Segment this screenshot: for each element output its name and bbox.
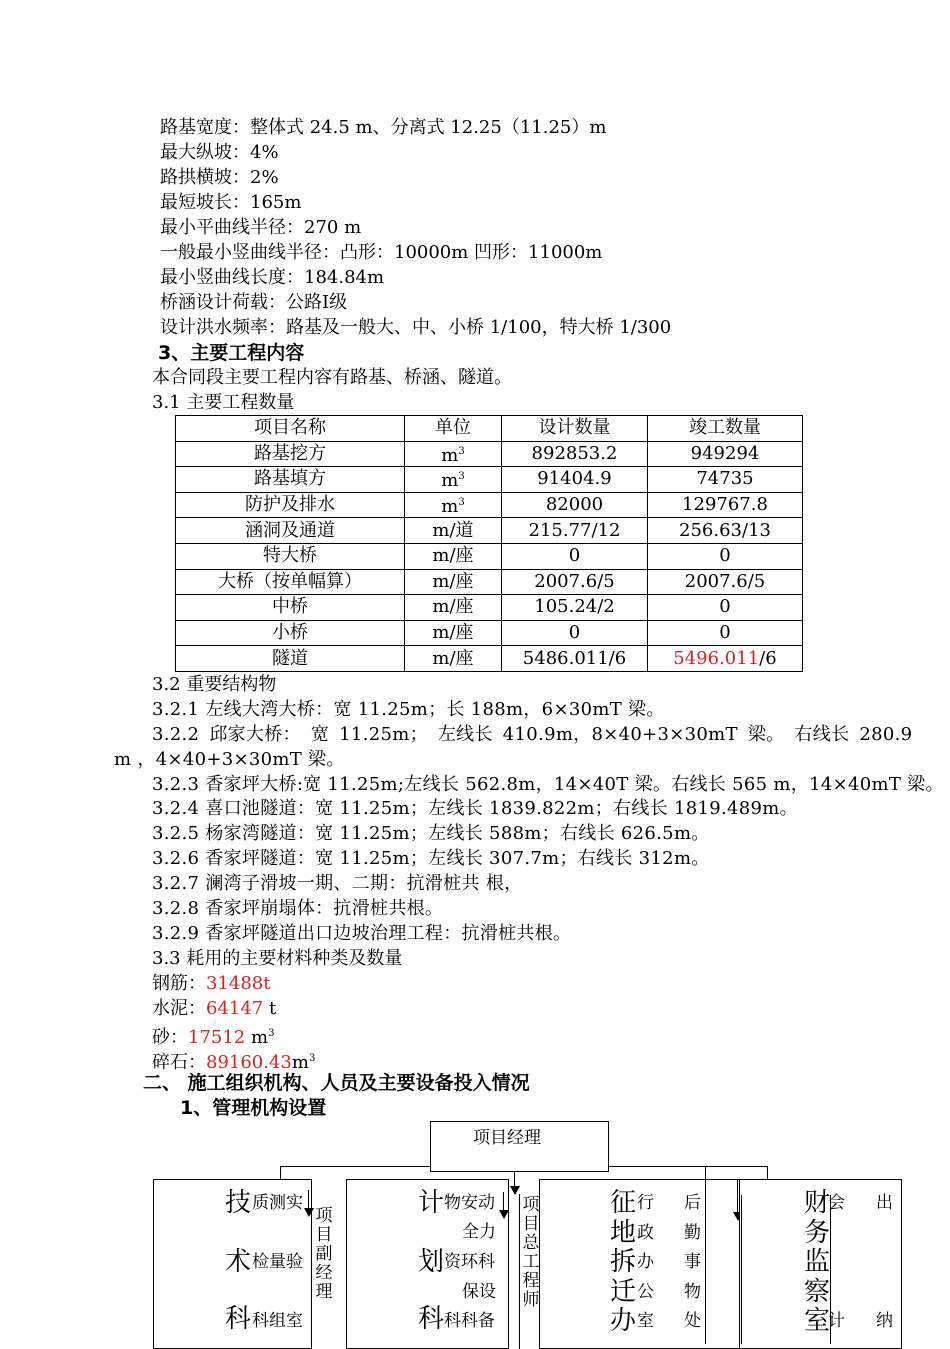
cell-value: 256.63/13 xyxy=(679,519,771,541)
spec-line: 路基宽度：整体式 24.5 m、分离式 12.25（11.25）m xyxy=(160,117,607,138)
structure-line: 3.2.7 澜湾子滑坡一期、二期：抗滑桩共 根， xyxy=(152,873,523,894)
cell-value: m/座 xyxy=(432,596,474,618)
structure-line: 3.2.5 杨家湾隧道：宽 11.25m；左线长 588m；右线长 626.5m。 xyxy=(152,823,710,844)
table-header-cell: 设计数量 xyxy=(502,416,648,442)
cell-value: 892853.2 xyxy=(531,442,618,464)
spec-line: 路拱横坡：2% xyxy=(160,167,279,188)
org-dept2-char: 计 xyxy=(418,1188,445,1218)
section-3-intro: 本合同段主要工程内容有路基、桥涵、隧道。 xyxy=(152,367,512,388)
spec-line: 最短坡长：165m xyxy=(160,192,302,213)
org-dept2-sub: 保设 xyxy=(462,1282,496,1302)
structure-line: m ，4×40+3×30mT 梁。 xyxy=(114,749,345,770)
spec-line: 设计洪水频率：路基及一般大、中、小桥 1/100，特大桥 1/300 xyxy=(160,317,672,338)
vertical-char: 程 xyxy=(522,1271,540,1291)
cell-value: 949294 xyxy=(690,442,760,464)
spec-line: 最大纵坡：4% xyxy=(160,142,279,163)
org-dept4-char: 务 xyxy=(804,1217,831,1248)
org-dept3-char: 地 xyxy=(610,1217,637,1248)
structure-line: 3.2.8 香家坪崩塌体：抗滑桩共根。 xyxy=(152,898,444,919)
structure-line: 3.2.4 喜口池隧道：宽 11.25m；左线长 1839.822m；右线长 1819.489m。 xyxy=(152,798,798,819)
structure-line: 3.2.9 香家坪隧道出口边坡治理工程：抗滑桩共根。 xyxy=(152,923,572,944)
org-dept3-char: 拆 xyxy=(610,1247,637,1277)
table-cell xyxy=(648,595,803,621)
cell-value: 74735 xyxy=(696,468,754,490)
org-dept4-char: 察 xyxy=(804,1276,831,1307)
table-cell xyxy=(405,441,502,467)
cell-value: 129767.8 xyxy=(682,494,768,516)
material-line xyxy=(152,1048,315,1074)
structure-line: 3.2.2 邱家大桥： 宽 11.25m； 左线长 410.9m，8×40+3×30mT 梁。 右线长 280.9 xyxy=(152,724,913,745)
org-dept3-mid: 办 xyxy=(637,1252,654,1272)
unit-superscript: 3 xyxy=(458,471,465,483)
unit-superscript: 3 xyxy=(268,1028,275,1039)
table-cell xyxy=(176,569,405,595)
cell-value: 0 xyxy=(568,545,581,567)
table-row xyxy=(176,543,803,569)
table-cell xyxy=(502,518,648,544)
spec-line: 一般最小竖曲线半径：凸形：10000m 凹形：11000m xyxy=(160,242,603,263)
spec-line: 桥涵设计荷载：公路Ⅰ级 xyxy=(160,292,348,313)
table-row xyxy=(176,441,803,467)
cell-value: 2007.6/5 xyxy=(534,570,615,592)
section-2-heading: 二、 施工组织机构、人员及主要设备投入情况 xyxy=(143,1072,530,1094)
material-label: 水泥： xyxy=(152,998,206,1019)
cell-value: 路基挖方 xyxy=(254,442,326,464)
cell-value: m xyxy=(441,496,459,518)
org-dept2-sub: 全力 xyxy=(462,1222,496,1242)
vertical-char: 经 xyxy=(315,1263,333,1283)
cell-value: m xyxy=(441,470,459,492)
org-dept3-char: 办 xyxy=(610,1306,637,1336)
vertical-char: 总 xyxy=(522,1233,540,1253)
org-dept3-mid: 室 xyxy=(637,1311,654,1331)
table-row xyxy=(176,467,803,493)
cell-value: 215.77/12 xyxy=(528,519,621,541)
vertical-char: 目 xyxy=(522,1214,540,1234)
table-cell xyxy=(502,569,648,595)
cell-value: m/座 xyxy=(432,570,474,592)
org-label-chief-engineer xyxy=(521,1196,541,1310)
cell-value: m/座 xyxy=(432,647,474,669)
material-value: 17512 xyxy=(188,1027,246,1048)
table-header-row xyxy=(176,416,803,442)
org-dept4-char: 监 xyxy=(804,1247,831,1277)
org-dept1-sub: 检量验 xyxy=(252,1252,303,1272)
org-dept4-right: 纳 xyxy=(876,1311,893,1331)
org-dept3-char: 征 xyxy=(610,1188,637,1218)
structure-line: 3.2.6 香家坪隧道：宽 11.25m；左线长 307.7m；右线长 312m。 xyxy=(152,848,710,869)
vertical-char: 工 xyxy=(522,1252,540,1272)
cell-value: 路基填方 xyxy=(254,468,326,490)
org-dept3-right: 勤 xyxy=(684,1222,701,1243)
vertical-char: 师 xyxy=(522,1290,540,1310)
table-cell xyxy=(502,543,648,569)
table-header-cell: 单位 xyxy=(405,416,502,442)
cell-value: 隧道 xyxy=(272,647,308,669)
subsection-3-3: 3.3 耗用的主要材料种类及数量 xyxy=(152,948,403,969)
org-dept2-sub: 物安动 xyxy=(444,1193,495,1213)
org-dept4-sub: 会 xyxy=(828,1193,845,1213)
table-cell xyxy=(648,467,803,493)
table-cell xyxy=(502,467,648,493)
vertical-char: 目 xyxy=(315,1225,333,1245)
org-dept4-char: 财 xyxy=(804,1188,831,1218)
table-cell xyxy=(176,595,405,621)
cell-value: m xyxy=(441,444,459,466)
cell-suffix: /6 xyxy=(759,647,777,669)
org-dept2-char: 科 xyxy=(418,1304,445,1334)
table-cell xyxy=(648,543,803,569)
table-cell xyxy=(502,595,648,621)
table-cell xyxy=(648,569,803,595)
table-cell xyxy=(405,518,502,544)
material-value: 64147 xyxy=(206,998,264,1019)
subsection-3-1: 3.1 主要工程数量 xyxy=(152,392,295,413)
table-cell xyxy=(502,441,648,467)
org-dept3-right: 后 xyxy=(684,1193,701,1213)
org-dept3-mid: 行 xyxy=(637,1193,654,1213)
org-dept3-mid: 公 xyxy=(637,1281,654,1302)
org-dept1-sub: 科组室 xyxy=(252,1311,303,1331)
table-row xyxy=(176,646,803,672)
org-dept3-right: 处 xyxy=(684,1311,701,1331)
spec-line: 最小平曲线半径：270 m xyxy=(160,217,362,238)
org-dept3-char: 迁 xyxy=(610,1276,637,1307)
table-cell xyxy=(648,441,803,467)
table-row xyxy=(176,569,803,595)
table-header-cell: 竣工数量 xyxy=(648,416,803,442)
table-cell xyxy=(405,646,502,672)
material-line xyxy=(152,973,271,995)
table-cell xyxy=(405,595,502,621)
org-dept4-char: 室 xyxy=(804,1306,831,1336)
org-dept1-char: 术 xyxy=(225,1247,252,1277)
table-cell xyxy=(648,646,803,672)
cell-value: 0 xyxy=(719,596,731,618)
table-cell xyxy=(176,441,405,467)
cell-value: 大桥（按单幅算） xyxy=(218,570,362,592)
cell-value: m/道 xyxy=(432,519,474,541)
cell-value: 防护及排水 xyxy=(245,494,335,516)
table-cell xyxy=(405,569,502,595)
cell-value: 2007.6/5 xyxy=(684,570,766,592)
org-dept4-right: 出 xyxy=(876,1193,893,1213)
table-cell xyxy=(405,543,502,569)
table-cell xyxy=(648,492,803,518)
material-value: 31488t xyxy=(206,973,271,994)
org-dept1-char: 技 xyxy=(225,1188,252,1218)
table-cell xyxy=(176,620,405,646)
org-dept2-sub: 资环科 xyxy=(444,1252,495,1272)
quantity-table xyxy=(175,415,803,672)
material-label: 碎石： xyxy=(152,1052,206,1073)
cell-value: 5486.011/6 xyxy=(522,647,627,669)
vertical-char: 项 xyxy=(522,1195,540,1215)
cell-value: 0 xyxy=(719,545,731,567)
org-box-project-manager xyxy=(430,1121,609,1172)
table-cell xyxy=(405,620,502,646)
vertical-char: 理 xyxy=(315,1282,333,1302)
cell-value: 中桥 xyxy=(272,596,308,618)
cell-value: 小桥 xyxy=(272,622,308,644)
org-dept4-sub: 计 xyxy=(828,1311,845,1331)
vertical-char: 项 xyxy=(315,1206,333,1226)
table-cell xyxy=(502,492,648,518)
unit-superscript: 3 xyxy=(308,1053,316,1064)
material-label: 砂： xyxy=(152,1027,188,1048)
spec-line: 最小竖曲线长度：184.84m xyxy=(160,267,385,288)
material-unit: m xyxy=(291,1052,309,1073)
table-row xyxy=(176,620,803,646)
material-line xyxy=(152,998,276,1020)
table-header-cell: 项目名称 xyxy=(176,416,405,442)
cell-value: 0 xyxy=(568,622,581,644)
structure-line: 3.2.1 左线大湾大桥：宽 11.25m；长 188m，6×30mT 梁。 xyxy=(152,699,665,720)
subsection-3-2: 3.2 重要结构物 xyxy=(152,674,277,695)
cell-value: 91404.9 xyxy=(537,468,612,490)
cell-value: 涵洞及通道 xyxy=(245,519,335,541)
cell-value: 0 xyxy=(719,622,731,644)
table-row xyxy=(176,518,803,544)
table-cell xyxy=(176,518,405,544)
org-dept2-sub: 科科备 xyxy=(444,1311,495,1331)
unit-superscript: 3 xyxy=(458,497,465,509)
table-cell xyxy=(502,620,648,646)
table-cell xyxy=(176,492,405,518)
subsection-management: 1、管理机构设置 xyxy=(180,1097,327,1119)
table-cell xyxy=(648,518,803,544)
org-dept1-char: 科 xyxy=(225,1304,252,1334)
unit-superscript: 3 xyxy=(458,445,465,457)
org-label-deputy xyxy=(314,1207,334,1302)
vertical-char: 副 xyxy=(315,1244,333,1264)
table-row xyxy=(176,595,803,621)
org-dept2-char: 划 xyxy=(418,1247,445,1277)
org-dept3-right: 事 xyxy=(684,1252,701,1272)
org-dept3-mid: 政 xyxy=(637,1222,654,1243)
material-unit: t xyxy=(263,998,277,1019)
material-unit: m xyxy=(245,1027,269,1048)
table-cell xyxy=(176,646,405,672)
cell-value: 105.24/2 xyxy=(534,596,615,618)
cell-value: 82000 xyxy=(545,494,604,516)
cell-value: 特大桥 xyxy=(263,545,317,567)
cell-value: m/座 xyxy=(432,622,474,644)
material-value: 89160.43 xyxy=(206,1052,292,1073)
table-cell xyxy=(405,467,502,493)
structure-line: 3.2.3 香家坪大桥:宽 11.25m;左线长 562.8m，14×40T 梁。右线长 565 m，14×40mT 梁。 xyxy=(152,774,944,795)
table-row xyxy=(176,492,803,518)
cell-value: 5496.011 xyxy=(673,647,760,669)
cell-value: m/座 xyxy=(432,545,474,567)
org-dept1-sub: 质测实 xyxy=(252,1193,303,1213)
table-cell xyxy=(405,492,502,518)
table-cell xyxy=(176,467,405,493)
material-line xyxy=(152,1023,274,1049)
table-cell xyxy=(176,543,405,569)
org-label-project-manager: 项目经理 xyxy=(473,1128,541,1148)
org-dept3-right: 物 xyxy=(684,1281,701,1302)
table-cell xyxy=(502,646,648,672)
section-3-heading: 3、主要工程内容 xyxy=(158,342,305,364)
material-label: 钢筋： xyxy=(152,973,206,994)
table-cell xyxy=(648,620,803,646)
